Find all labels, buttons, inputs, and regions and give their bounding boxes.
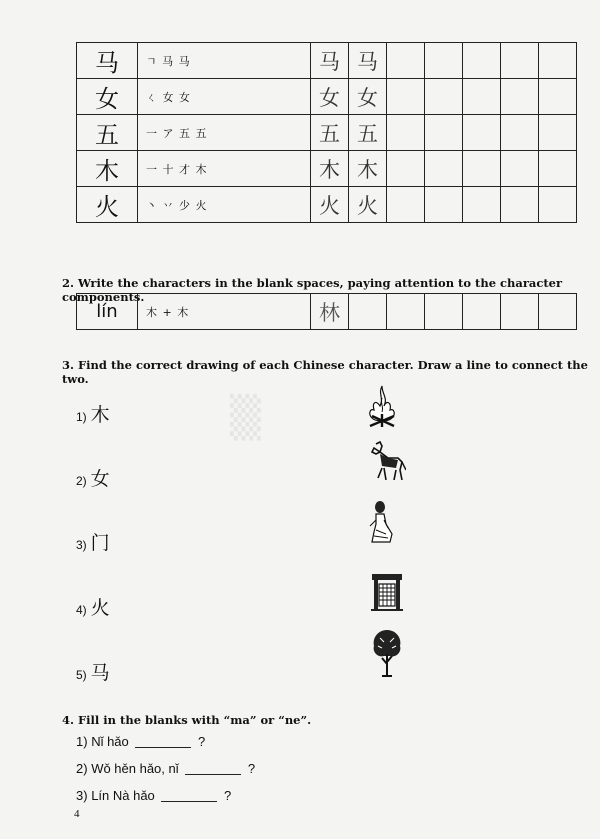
model-character: 五 <box>77 115 138 151</box>
blank-cell[interactable] <box>501 187 539 223</box>
trace-character: 五 <box>349 115 387 151</box>
match-item-3[interactable] <box>76 528 110 555</box>
fire-drawing[interactable] <box>364 384 400 428</box>
match-item-5[interactable] <box>76 658 110 685</box>
blank-cell[interactable] <box>387 79 425 115</box>
item-character: 门 <box>90 532 110 554</box>
blank-cell[interactable] <box>501 43 539 79</box>
woman-drawing[interactable] <box>366 500 396 546</box>
match-item-2[interactable] <box>76 464 110 491</box>
blank-cell[interactable] <box>501 151 539 187</box>
stroke-order: 一 十 才 木 <box>138 151 311 187</box>
question-2-heading: 2. Write the characters in the blank spaces, paying attention to the character components. <box>62 276 563 304</box>
practice-row <box>77 115 577 151</box>
question-mark: ? <box>247 761 256 776</box>
trace-character: 女 <box>349 79 387 115</box>
component-row <box>77 294 577 330</box>
item-number: 3) <box>76 788 88 803</box>
blank-cell[interactable] <box>463 151 501 187</box>
blank-cell[interactable] <box>539 151 577 187</box>
item-number: 5) <box>76 668 87 682</box>
item-number: 3) <box>76 538 87 552</box>
fill-item-3 <box>76 788 231 803</box>
page-number: 4 <box>74 808 80 820</box>
trace-character: 木 <box>349 151 387 187</box>
trace-character: 木 <box>311 151 349 187</box>
blank-cell[interactable] <box>539 79 577 115</box>
blank-cell[interactable] <box>425 79 463 115</box>
horse-drawing[interactable] <box>366 440 406 484</box>
trace-character: 女 <box>311 79 349 115</box>
practice-row <box>77 187 577 223</box>
trace-character: 马 <box>349 43 387 79</box>
blank-cell[interactable] <box>425 43 463 79</box>
answer-blank[interactable] <box>135 746 191 748</box>
trace-character: 火 <box>311 187 349 223</box>
match-item-1[interactable] <box>76 400 110 427</box>
match-item-4[interactable] <box>76 593 110 620</box>
stroke-order: ㄑ 女 女 <box>138 79 311 115</box>
stroke-order: ㄱ 马 马 <box>138 43 311 79</box>
item-character: 女 <box>90 468 110 490</box>
show-through: ▒ <box>230 395 261 441</box>
practice-row <box>77 43 577 79</box>
blank-cell[interactable] <box>501 79 539 115</box>
sentence-start: Lín Nà hǎo <box>91 788 155 803</box>
item-number: 2) <box>76 761 88 776</box>
item-number: 2) <box>76 474 87 488</box>
blank-cell[interactable] <box>387 115 425 151</box>
pinyin-cell: lín <box>77 294 138 330</box>
blank-cell[interactable] <box>463 79 501 115</box>
blank-cell[interactable] <box>463 115 501 151</box>
model-character: 木 <box>77 151 138 187</box>
model-character: 马 <box>77 43 138 79</box>
blank-cell[interactable] <box>349 294 387 330</box>
trace-character: 火 <box>349 187 387 223</box>
fill-item-2 <box>76 761 255 776</box>
stroke-order: 丶 丷 少 火 <box>138 187 311 223</box>
trace-character: 马 <box>311 43 349 79</box>
item-character: 木 <box>90 404 110 426</box>
practice-row <box>77 151 577 187</box>
blank-cell[interactable] <box>425 151 463 187</box>
question-mark: ? <box>224 788 232 803</box>
blank-cell[interactable] <box>463 43 501 79</box>
blank-cell[interactable] <box>539 115 577 151</box>
blank-cell[interactable] <box>501 115 539 151</box>
stroke-practice-table <box>76 42 577 223</box>
blank-cell[interactable] <box>387 294 425 330</box>
tree-drawing[interactable] <box>370 628 404 678</box>
item-character: 马 <box>90 662 110 684</box>
question-4-heading: 4. Fill in the blanks with “ma” or “ne”. <box>62 713 312 727</box>
blank-cell[interactable] <box>425 294 463 330</box>
blank-cell[interactable] <box>539 187 577 223</box>
blank-cell[interactable] <box>463 187 501 223</box>
answer-blank[interactable] <box>185 773 241 775</box>
item-number: 1) <box>76 734 88 749</box>
component-practice-table <box>76 293 577 330</box>
fill-item-1 <box>76 734 205 749</box>
model-character: 火 <box>77 187 138 223</box>
blank-cell[interactable] <box>501 294 539 330</box>
model-character: 女 <box>77 79 138 115</box>
blank-cell[interactable] <box>463 294 501 330</box>
trace-character: 五 <box>311 115 349 151</box>
blank-cell[interactable] <box>387 187 425 223</box>
item-number: 1) <box>76 410 87 424</box>
blank-cell[interactable] <box>425 187 463 223</box>
answer-blank[interactable] <box>161 800 217 802</box>
stroke-order: 一 ア 五 五 <box>138 115 311 151</box>
blank-cell[interactable] <box>539 43 577 79</box>
door-drawing[interactable] <box>370 572 404 612</box>
question-3-heading: 3. Find the correct drawing of each Chinese character. Draw a line to connect the two. <box>62 358 588 386</box>
blank-cell[interactable] <box>387 151 425 187</box>
item-number: 4) <box>76 603 87 617</box>
sentence-start: Nǐ hǎo <box>91 734 129 749</box>
practice-row <box>77 79 577 115</box>
question-mark: ? <box>198 734 206 749</box>
components-cell: 木 + 木 <box>138 294 311 330</box>
sentence-start: Wǒ hěn hǎo, nǐ <box>91 761 179 776</box>
blank-cell[interactable] <box>387 43 425 79</box>
blank-cell[interactable] <box>539 294 577 330</box>
blank-cell[interactable] <box>425 115 463 151</box>
item-character: 火 <box>90 597 110 619</box>
trace-cell: 林 <box>311 294 349 330</box>
